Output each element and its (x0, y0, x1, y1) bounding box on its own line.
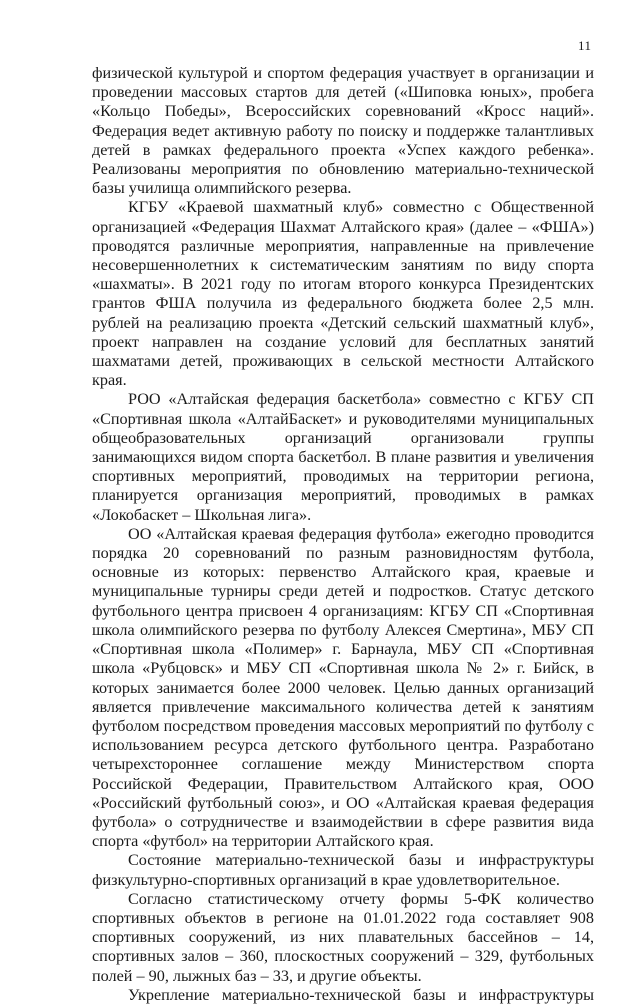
paragraph-basketball: РОО «Алтайская федерация баскетбола» совместно с КГБУ СП «Спортивная школа «АлтайБаскет» и руководителями муниципальных общеобразовательных организаций организовали группы занимающихся видом спорта баскетбол. В плане развития и увеличения спортивных мероприятий, проводимых на территории региона, планируется организация мероприятий, проводимых в рамках «Локобаскет – Школьная лига». (92, 390, 594, 524)
paragraph-continuation: физической культурой и спортом федерация участвует в организации и проведении массовых стартов для детей («Шиповка юных», пробега «Кольцо Победы», Всероссийских соревнований «Кросс наций». Федерация ведет активную работу по поиску и поддержке талантливых детей в рамках федерального проекта «Успех каждого ребенка». Реализованы мероприятия по обновлению материально-технической базы училища олимпийского резерва. (92, 64, 594, 198)
document-body (92, 64, 594, 1005)
page-number: 11 (578, 38, 592, 53)
paragraph-statistics: Согласно статистическому отчету формы 5-ФК количество спортивных объектов в регионе на 01.01.2022 года составляет 908 спортивных сооружений, из них плавательных бассейнов – 14, спортивных залов – 360, плоскостных сооружений – 329, футбольных полей – 90, лыжных баз – 33, и другие объекты. (92, 889, 594, 985)
paragraph-chess-club: КГБУ «Краевой шахматный клуб» совместно с Общественной организацией «Федерация Шахмат Алтайского края» (далее – «ФША») проводятся различные мероприятия, направленные на привлечение несовершеннолетних к систематическим занятиям по виду спорта «шахматы». В 2021 году по итогам второго конкурса Президентских грантов ФША получила из федерального бюджета более 2,5 млн. рублей на реализацию проекта «Детский сельский шахматный клуб», проект направлен на создание условий для бесплатных занятий шахматами детей, проживающих в сельской местности Алтайского края. (92, 198, 594, 390)
paragraph-infrastructure-state: Состояние материально-технической базы и инфраструктуры физкультурно-спортивных организаций в крае удовлетворительное. (92, 851, 594, 889)
paragraph-football: ОО «Алтайская краевая федерация футбола» ежегодно проводится порядка 20 соревнований по разным разновидностям футбола, основные из которых: первенство Алтайского края, краевые и муниципальные турниры среди детей и подростков. Статус детского футбольного центра присвоен 4 организациям: КГБУ СП «Спортивная школа олимпийского резерва по футболу Алексея Смертина», МБУ СП «Спортивная школа «Полимер» г. Барнаула, МБУ СП «Спортивная школа «Рубцовск» и МБУ СП «Спортивная школа № 2» г. Бийск, в которых занимается более 2000 человек. Целью данных организаций является привлечение максимального количества детей к занятиям футболом посредством проведения массовых мероприятий по футболу с использованием ресурса детского футбольного центра. Разработано четырехстороннее соглашение между Министерством спорта Российской Федерации, Правительством Алтайского края, ООО «Российский футбольный союз», и ОО «Алтайская краевая федерация футбола» о сотрудничестве и взаимодействии в сфере развития вида спорта «футбол» на территории Алтайского края. (92, 524, 594, 851)
paragraph-strengthening: Укрепление материально-технической базы и инфраструктуры (128, 985, 594, 1004)
